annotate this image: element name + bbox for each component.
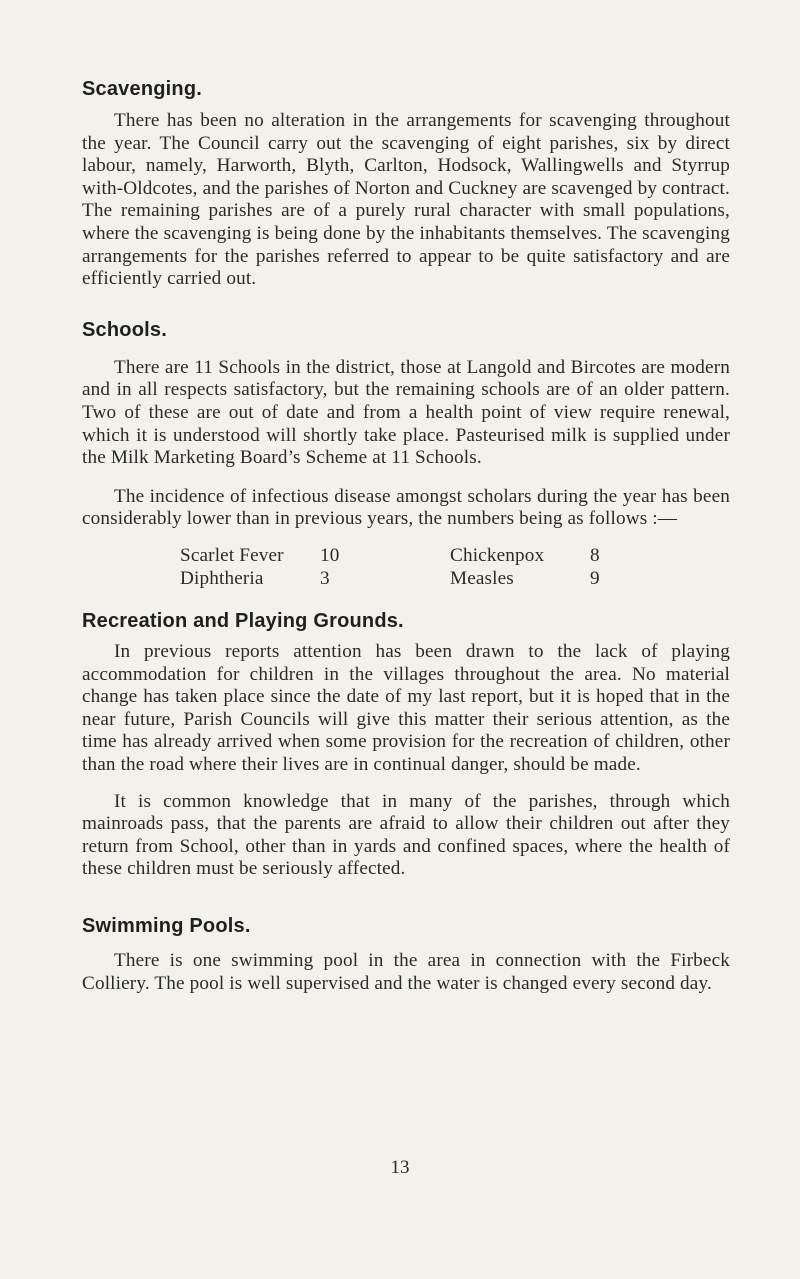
swimming-heading: Swimming Pools.: [82, 915, 251, 938]
page-number: 13: [390, 1157, 410, 1178]
disease-table: [180, 545, 730, 590]
disease-count: 3: [320, 567, 330, 589]
swimming-paragraph: There is one swimming pool in the area in connection with the Firbeck Colliery. The pool is well supervised and the water is changed every second day.: [82, 950, 730, 994]
schools-heading: Schools.: [82, 318, 167, 341]
disease-name: Chickenpox: [450, 544, 545, 566]
disease-count: 9: [590, 567, 600, 589]
disease-name: Measles: [450, 567, 514, 589]
recreation-heading: Recreation and Playing Grounds.: [82, 610, 404, 633]
disease-name: Scarlet Fever: [180, 544, 284, 566]
scavenging-heading: Scavenging.: [82, 78, 203, 100]
disease-count: 8: [590, 544, 600, 566]
recreation-paragraph-2: It is common knowledge that in many of the parishes, through which mainroads pass, that the parents are afraid to allow their children out after they return from School, other than in yards and confined spaces, where the health of these children must be seriously affected.: [82, 790, 730, 880]
schools-paragraph-2: The incidence of infectious disease amongst scholars during the year has been considerably lower than in previous years, the numbers being as follows :—: [82, 485, 730, 530]
schools-paragraph-1: There are 11 Schools in the district, those at Langold and Bircotes are modern and in all respects satisfactory, but the remaining schools are of an older pattern. Two of these are out of date and from a health point of view require renewal, which it is understood will shortly take place. Pasteurised milk is supplied under the Milk Marketing Board’s Scheme at 11 Schools.: [82, 356, 730, 469]
document-page: [82, 74, 730, 995]
disease-count: 10: [320, 544, 340, 566]
disease-name: Diphtheria: [180, 567, 264, 589]
scavenging-paragraph: There has been no alteration in the arrangements for scavenging throughout the year. The Council carry out the scavenging of eight parishes, six by direct labour, namely, Harworth, Blyth, Carlton, Hodsock, Wallingwells and Styrrup with-Oldcotes, and the parishes of Norton and Cuckney are scavenged by contract. The remaining parishes are of a purely rural character with small populations, where the scavenging is being done by the inhabitants themselves. The scavenging arrangements for the parishes referred to appear to be quite satisfactory and are efficiently carried out.: [82, 110, 730, 290]
recreation-paragraph-1: In previous reports attention has been drawn to the lack of playing accommodation for children in the villages throughout the area. No material change has taken place since the date of my last report, but it is hoped that in the near future, Parish Councils will give this matter their serious attention, as the time has already arrived when some provision for the recreation of children, other than the road where their lives are in continual danger, should be made.: [82, 641, 730, 776]
